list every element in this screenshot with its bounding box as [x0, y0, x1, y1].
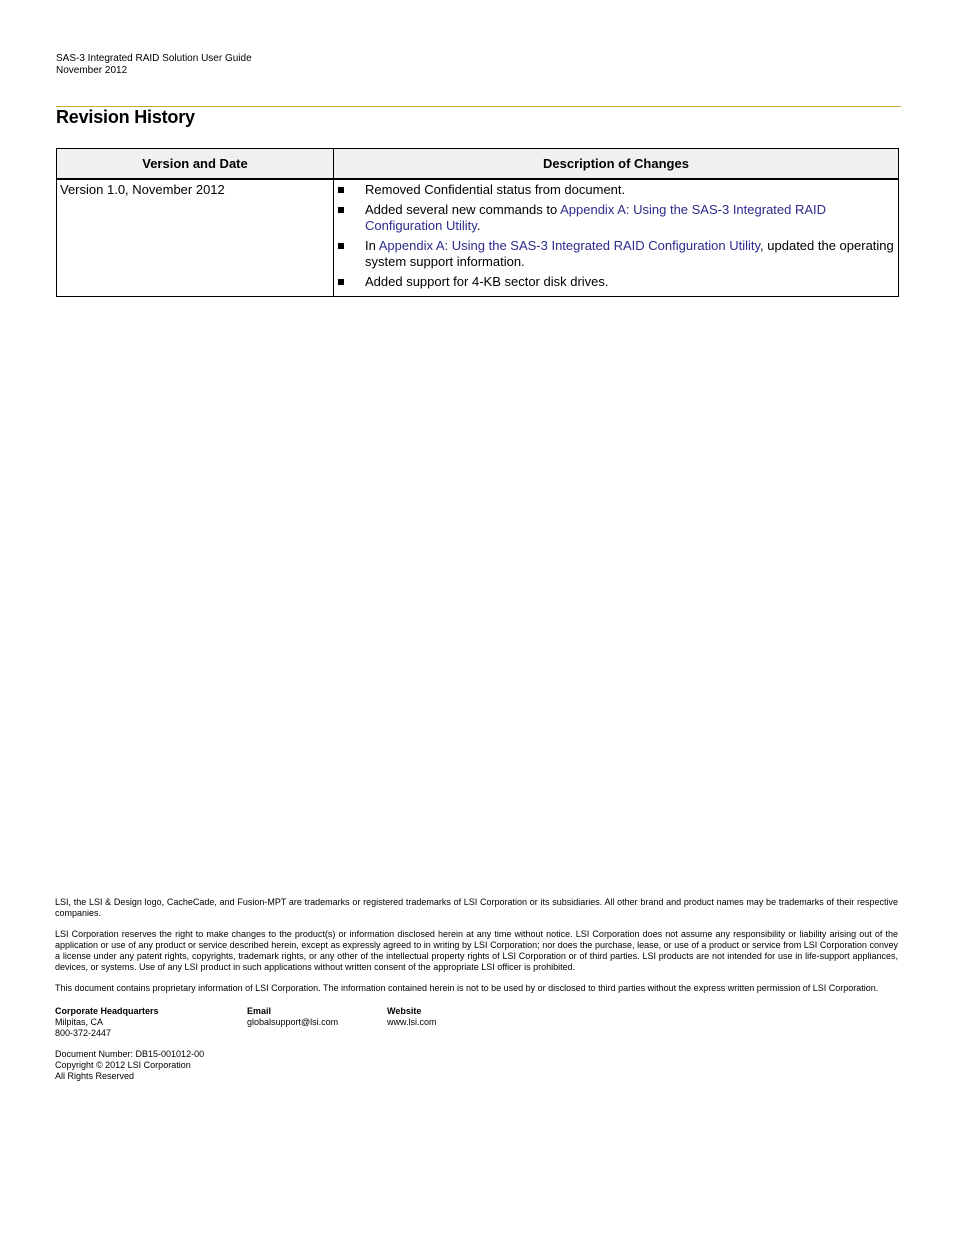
disclaimer-notice: LSI Corporation reserves the right to make changes to the product(s) or information disclosed herein at any time without notice. LSI Corporation does not assume any responsibility or liability arising out of the application or use of any product or service described herein, except as expressly agreed to in writing by LSI Corporation; nor does the purchase, lease, or use of a product or service from LSI Corporation convey a license under any patent rights, copyrights, trademark rights, or any other of the intellectual property rights of LSI Corporation or of third parties. LSI products are not intended for use in life-support appliances, devices, or systems. Use of any LSI product in such applications without written consent of the appropriate LSI officer is prohibited. [55, 929, 898, 972]
email-label: Email [247, 1006, 272, 1016]
header-doc-date: November 2012 [56, 65, 128, 76]
list-item [334, 202, 898, 234]
description-cell [334, 179, 899, 297]
website-label: Website [387, 1006, 422, 1016]
website-value: www.lsi.com [387, 1017, 437, 1027]
changes-list [334, 182, 898, 290]
headquarters-phone: 800-372-2447 [55, 1028, 112, 1038]
list-item [334, 182, 898, 198]
email-block [247, 1006, 387, 1039]
list-item [334, 238, 898, 270]
column-header-version: Version and Date [57, 149, 334, 180]
trademark-notice: LSI, the LSI & Design logo, CacheCade, and Fusion-MPT are trademarks or registered trademarks of LSI Corporation or its subsidiaries. All other brand and product names may be trademarks of their respective companies. [55, 897, 898, 918]
proprietary-notice: This document contains proprietary information of LSI Corporation. The information contained herein is not to be used by or disclosed to third parties without the express written permission of LSI Corporation. [55, 983, 879, 993]
version-cell: Version 1.0, November 2012 [57, 179, 334, 297]
header-doc-title: SAS-3 Integrated RAID Solution User Guide [56, 53, 252, 64]
email-value: globalsupport@lsi.com [247, 1017, 339, 1027]
headquarters-city: Milpitas, CA [55, 1017, 104, 1027]
document-number: Document Number: DB15-001012-00 [55, 1049, 205, 1059]
table-header-row [57, 149, 899, 180]
column-header-description: Description of Changes [334, 149, 899, 180]
appendix-a-link[interactable]: Appendix A: Using the SAS-3 Integrated RAID Configuration Utility [365, 202, 827, 233]
page-title: Revision History [56, 107, 195, 127]
legal-notice [55, 897, 898, 1004]
table-row [57, 179, 899, 297]
copyright-line: Copyright © 2012 LSI Corporation [55, 1060, 191, 1070]
rights-line: All Rights Reserved [55, 1071, 135, 1081]
headquarters-block [55, 1006, 247, 1039]
change-text: Added several new commands to [365, 202, 561, 217]
change-text: , updated the operating system support information. [365, 238, 894, 269]
running-header [56, 53, 252, 77]
change-text: Added support for 4-KB sector disk drives. [365, 274, 609, 289]
list-item [334, 274, 898, 290]
change-text: . [476, 218, 481, 233]
revision-table [56, 148, 899, 297]
appendix-a-link[interactable]: Appendix A: Using the SAS-3 Integrated RAID Configuration Utility [378, 238, 761, 253]
website-block [387, 1006, 437, 1039]
document-info [55, 1049, 204, 1082]
headquarters-label: Corporate Headquarters [55, 1006, 159, 1016]
change-text: Removed Confidential status from document. [365, 182, 626, 197]
contact-info [55, 1006, 437, 1039]
change-text: In [365, 238, 379, 253]
